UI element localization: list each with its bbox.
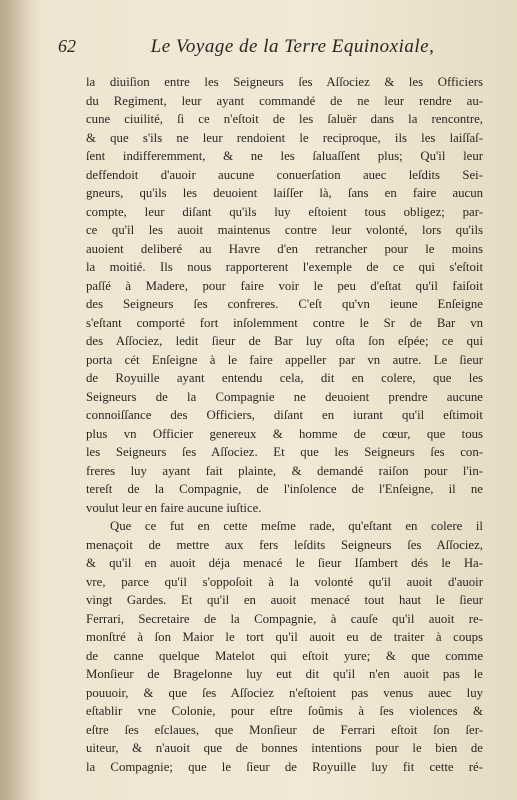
text-line: cune ciuilité, ſi ce n'eſtoit de les ſaluër dans la rencontre, [86, 112, 483, 126]
text-line: plus vn Officier genereux & homme de cœur, que tous [86, 426, 483, 441]
text-line: menaçoit de mettre aux fers leſdits Seigneurs ſes Aſſociez, [86, 537, 483, 552]
text-line: gneurs, qu'ils les deuoient laiſſer là, ſans en faire aucun [86, 186, 483, 200]
running-title: Le Voyage de la Terre Equinoxiale, [150, 36, 435, 57]
text-line: voulut leur en faire aucune iuſtice. [86, 500, 262, 515]
text-line: Ferrari, Secretaire de la Compagnie, à cauſe qu'il auoit re- [86, 611, 483, 626]
text-line: auoient deliberé au Havre d'en retrancher pour le moins [86, 241, 483, 256]
text-line: vingt Gardes. Et qu'il en auoit menacé tout haut le ſieur [86, 593, 483, 607]
text-line: de Royuille ayant entendu cela, dit en colere, que les [86, 371, 483, 385]
text-line: & qu'il en auoit déja menacé le ſieur Iſambert dés le Ha- [86, 556, 483, 570]
text-line: s'eſtant comporté fort inſolemment contre le Sr de Bar vn [86, 315, 483, 330]
text-line: & que s'ils ne leur rendoient le reciproque, ils les laiſſaſ- [86, 130, 483, 145]
text-line: la Compagnie; que le ſieur de Royuille luy fit cette ré- [86, 759, 483, 774]
text-line: du Regiment, leur ayant commandé de ne leur rendre au- [86, 93, 483, 108]
text-line: uiteur, & n'auoit que de bonnes intentions pour le bien de [86, 741, 483, 755]
text-line: monſtré à ſon Maior le tort qu'il auoit eu de traiter à coups [86, 630, 483, 644]
text-line: ſent indifferemment, & ne les ſaluaſſent plus; Qu'il leur [86, 149, 483, 163]
text-line: ce qu'il les auoit maintenus contre leur volonté, lors qu'ils [86, 223, 483, 237]
text-line: tereſt de la Compagnie, de l'inſolence de l'Enſeigne, il ne [86, 482, 483, 496]
text-line: porta cét Enſeigne à le faire appeller par vn autre. Le ſieur [86, 352, 483, 367]
text-line: Monſieur de Bragelonne luy eut dit qu'il n'en auoit pas le [86, 667, 483, 681]
text-line: Seigneurs de la Compagnie ne deuoient prendre aucune [86, 389, 483, 404]
text-line: eſtablir vne Colonie, pour eſtre ſoûmis à ſes violences & [86, 704, 483, 718]
text-line: eſtre ſes eſclaues, que Monſieur de Ferrari eſtoit ſon ſer- [86, 722, 483, 737]
text-line: de canne quelque Matelot qui eſtoit yure; & que comme [86, 648, 483, 663]
body-text [86, 73, 483, 776]
page-number: 62 [58, 36, 76, 56]
text-line: la diuiſion entre les Seigneurs ſes Aſſociez & les Officiers [86, 75, 483, 89]
text-line: connoiſſance des Officiers, diſant en iurant qu'il eſtimoit [86, 408, 483, 422]
text-line: compte, leur diſant qu'ils luy eſtoient tous obligez; par- [86, 204, 483, 219]
paragraph-start-line: Que ce fut en cette meſme rade, qu'eſtant en colere il [110, 519, 483, 533]
text-line: vre, parce qu'il s'oppoſoit à la volonté qu'il auoit d'auoir [86, 574, 483, 589]
text-line: des Aſſociez, ledit ſieur de Bar luy oſta ſon eſpée; ce qui [86, 334, 483, 348]
text-line: pouuoir, & que ſes Aſſociez n'eſtoient pas venus auec luy [86, 685, 483, 700]
text-line: les Seigneurs ſes Aſſociez. Et que les Seigneurs ſes con- [86, 445, 483, 459]
text-line: des Seigneurs ſes confreres. C'eſt qu'vn ieune Enſeigne [86, 297, 483, 311]
binding-shadow [0, 0, 40, 800]
text-line: freres luy ayant fait plainte, & demandé raiſon pour l'in- [86, 463, 483, 478]
text-line: deffendoit d'auoir aucune conuerſation auec leſdits Sei- [86, 167, 483, 182]
page-header [58, 36, 487, 62]
text-line: la moitié. Ils nous rapporterent l'exemple de ce qui s'eſtoit [86, 260, 483, 274]
text-line: paſſé à Madere, pour faire voir le peu d'eſtat qu'il faiſoit [86, 278, 483, 293]
